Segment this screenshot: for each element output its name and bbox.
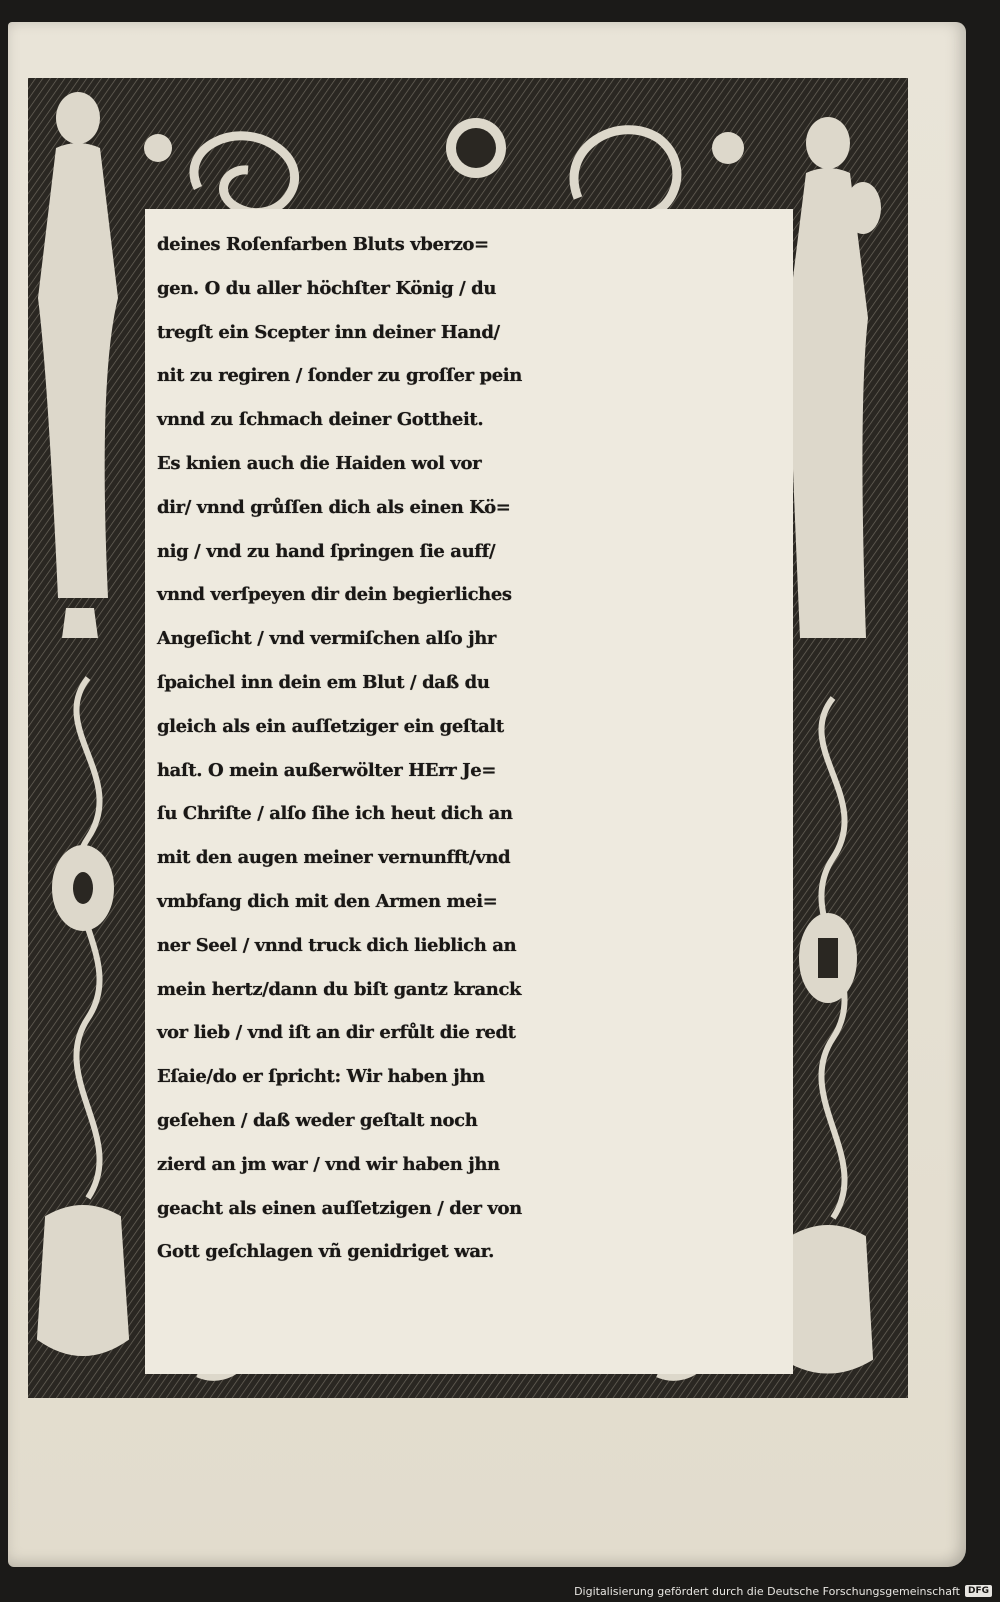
text-line: vnnd zu ſchmach deiner Gottheit. bbox=[157, 409, 484, 431]
text-line: ſu Chriſte / alſo ſihe ich heut dich an bbox=[157, 803, 513, 825]
text-line: geacht als einen auſſetzigen / der von bbox=[157, 1197, 522, 1219]
woodcut-border bbox=[28, 78, 908, 1398]
text-line: dir/ vnnd grůſſen dich als einen Kö= bbox=[157, 496, 511, 518]
text-line: nit zu regiren / ſonder zu groſſer pein bbox=[157, 365, 522, 387]
text-line: mit den augen meiner vernunfft/vnd bbox=[157, 847, 511, 869]
book-page bbox=[8, 22, 966, 1567]
text-line: ſpaichel inn dein em Blut / daß du bbox=[157, 671, 490, 693]
text-line: geſehen / daß weder geſtalt noch bbox=[157, 1109, 478, 1131]
text-line: gen. O du aller höchſter König / du bbox=[157, 277, 497, 299]
text-line: zierd an jm war / vnd wir haben jhn bbox=[157, 1153, 500, 1175]
digitization-credit: Digitalisierung gefördert durch die Deutsche Forschungsgemeinschaft bbox=[574, 1585, 960, 1598]
dfg-logo: DFG bbox=[965, 1585, 992, 1597]
text-line: vor lieb / vnd iſt an dir erfůlt die redt bbox=[157, 1022, 516, 1044]
text-line: Es knien auch die Haiden wol vor bbox=[157, 452, 482, 474]
text-line: haſt. O mein außerwölter HErr Je= bbox=[157, 759, 497, 781]
text-line: nig / vnd zu hand ſpringen ſie auff/ bbox=[157, 540, 496, 562]
text-panel bbox=[145, 209, 793, 1374]
text-line: deines Roſenfarben Bluts vberzo= bbox=[157, 234, 489, 255]
text-line: tregſt ein Scepter inn deiner Hand/ bbox=[157, 321, 500, 343]
text-line: Gott geſchlagen vñ genidriget war. bbox=[157, 1241, 494, 1263]
page-text bbox=[157, 223, 787, 1274]
text-line: mein hertz/dann du biſt gantz kranck bbox=[157, 978, 522, 1000]
text-line: ner Seel / vnnd truck dich lieblich an bbox=[157, 934, 517, 956]
text-line: vnnd verſpeyen dir dein begierliches bbox=[157, 584, 512, 606]
text-line: gleich als ein auſſetziger ein geſtalt bbox=[157, 715, 504, 737]
text-line: Eſaie/do er ſpricht: Wir haben jhn bbox=[157, 1066, 485, 1088]
text-line: Angeſicht / vnd vermiſchen alſo jhr bbox=[157, 628, 497, 650]
text-line: vmbfang dich mit den Armen mei= bbox=[157, 890, 498, 912]
